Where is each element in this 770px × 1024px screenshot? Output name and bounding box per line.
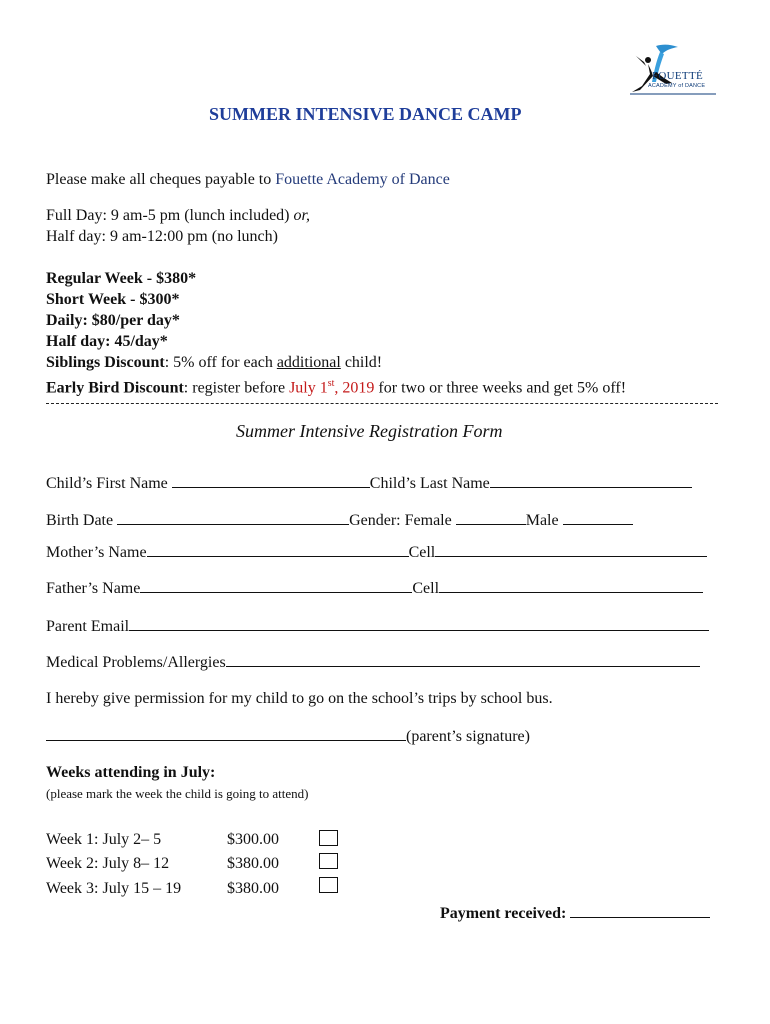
half-day-line: Half day: 9 am-12:00 pm (no lunch) (46, 228, 278, 245)
early-bird-post: for two or three weeks and get 5% off! (374, 379, 627, 397)
signature-field[interactable] (46, 726, 406, 741)
full-day-line (46, 206, 310, 226)
week-2-label: Week 2: July 8– 12 (46, 855, 170, 872)
birth-date-label: Birth Date (46, 512, 118, 529)
payment-field[interactable] (570, 903, 710, 918)
week-1-price: $300.00 (227, 831, 279, 848)
week-3-label: Week 3: July 15 – 19 (46, 880, 182, 897)
early-bird-year: , 2019 (334, 379, 375, 397)
price-regular: Regular Week - $380* (46, 270, 197, 287)
siblings-post: child! (340, 354, 383, 371)
logo-subtitle: ACADEMY of DANCE (648, 83, 706, 89)
father-row (46, 578, 703, 599)
birth-date-field[interactable] (117, 510, 349, 525)
mother-field[interactable] (147, 542, 409, 557)
email-row (46, 616, 709, 637)
mother-row (46, 542, 707, 563)
mother-cell-field[interactable] (435, 542, 707, 557)
week-2-checkbox[interactable] (319, 853, 338, 869)
early-bird-date: July 1 (289, 379, 328, 397)
early-bird-discount (46, 374, 626, 398)
permission-text: I hereby give permission for my child to go on the school’s trips by school bus. (46, 690, 553, 707)
male-label: Male (525, 512, 563, 529)
payment-row (440, 903, 710, 924)
child-first-label: Child’s First Name (46, 475, 172, 492)
mother-label: Mother’s Name (46, 544, 147, 561)
siblings-discount (46, 353, 382, 373)
logo-text: FOUETTÉ (652, 70, 703, 82)
academy-name: Fouette Academy of Dance (275, 171, 450, 188)
full-day-text: Full Day: 9 am-5 pm (lunch included) (46, 207, 294, 224)
week-3-price: $380.00 (227, 880, 279, 897)
signature-row (46, 726, 530, 747)
early-bird-pre: : register before (183, 379, 290, 397)
father-cell-field[interactable] (439, 578, 703, 593)
siblings-pre: : 5% off for each (164, 354, 277, 371)
week-1-label: Week 1: July 2– 5 (46, 831, 162, 848)
week-3-checkbox[interactable] (319, 877, 338, 893)
child-last-field[interactable] (490, 473, 692, 488)
payment-label: Payment received: (440, 905, 571, 922)
page-title: SUMMER INTENSIVE DANCE CAMP (209, 104, 522, 124)
week-2-price: $380.00 (227, 855, 279, 872)
siblings-underlined: additional (276, 354, 341, 371)
early-bird-label: Early Bird Discount (46, 379, 184, 397)
price-daily: Daily: $80/per day* (46, 312, 180, 329)
cheques-prefix: Please make all cheques payable to (46, 171, 276, 188)
child-first-field[interactable] (172, 473, 370, 488)
medical-field[interactable] (226, 652, 700, 667)
father-cell-label: Cell (412, 580, 440, 597)
female-field[interactable] (456, 510, 526, 525)
mother-cell-label: Cell (408, 544, 436, 561)
week-1-checkbox[interactable] (319, 830, 338, 846)
cheques-line (46, 170, 450, 190)
gender-label: Gender: Female (349, 512, 456, 529)
price-half-day: Half day: 45/day* (46, 333, 168, 350)
divider (46, 403, 718, 404)
birth-gender-row (46, 510, 633, 531)
form-title: Summer Intensive Registration Form (236, 421, 503, 441)
weeks-note: (please mark the week the child is going to attend) (46, 786, 309, 801)
medical-row (46, 652, 700, 673)
father-field[interactable] (140, 578, 412, 593)
full-day-or: or, (293, 207, 310, 224)
child-last-label: Child’s Last Name (369, 475, 490, 492)
siblings-label: Siblings Discount (46, 354, 165, 371)
email-field[interactable] (129, 616, 709, 631)
father-label: Father’s Name (46, 580, 141, 597)
male-field[interactable] (563, 510, 633, 525)
weeks-heading: Weeks attending in July: (46, 764, 216, 781)
child-name-row (46, 473, 692, 494)
price-short: Short Week - $300* (46, 291, 180, 308)
email-label: Parent Email (46, 618, 130, 635)
medical-label: Medical Problems/Allergies (46, 654, 226, 671)
signature-label: (parent’s signature) (406, 728, 530, 745)
early-bird-sup: st (327, 378, 335, 389)
